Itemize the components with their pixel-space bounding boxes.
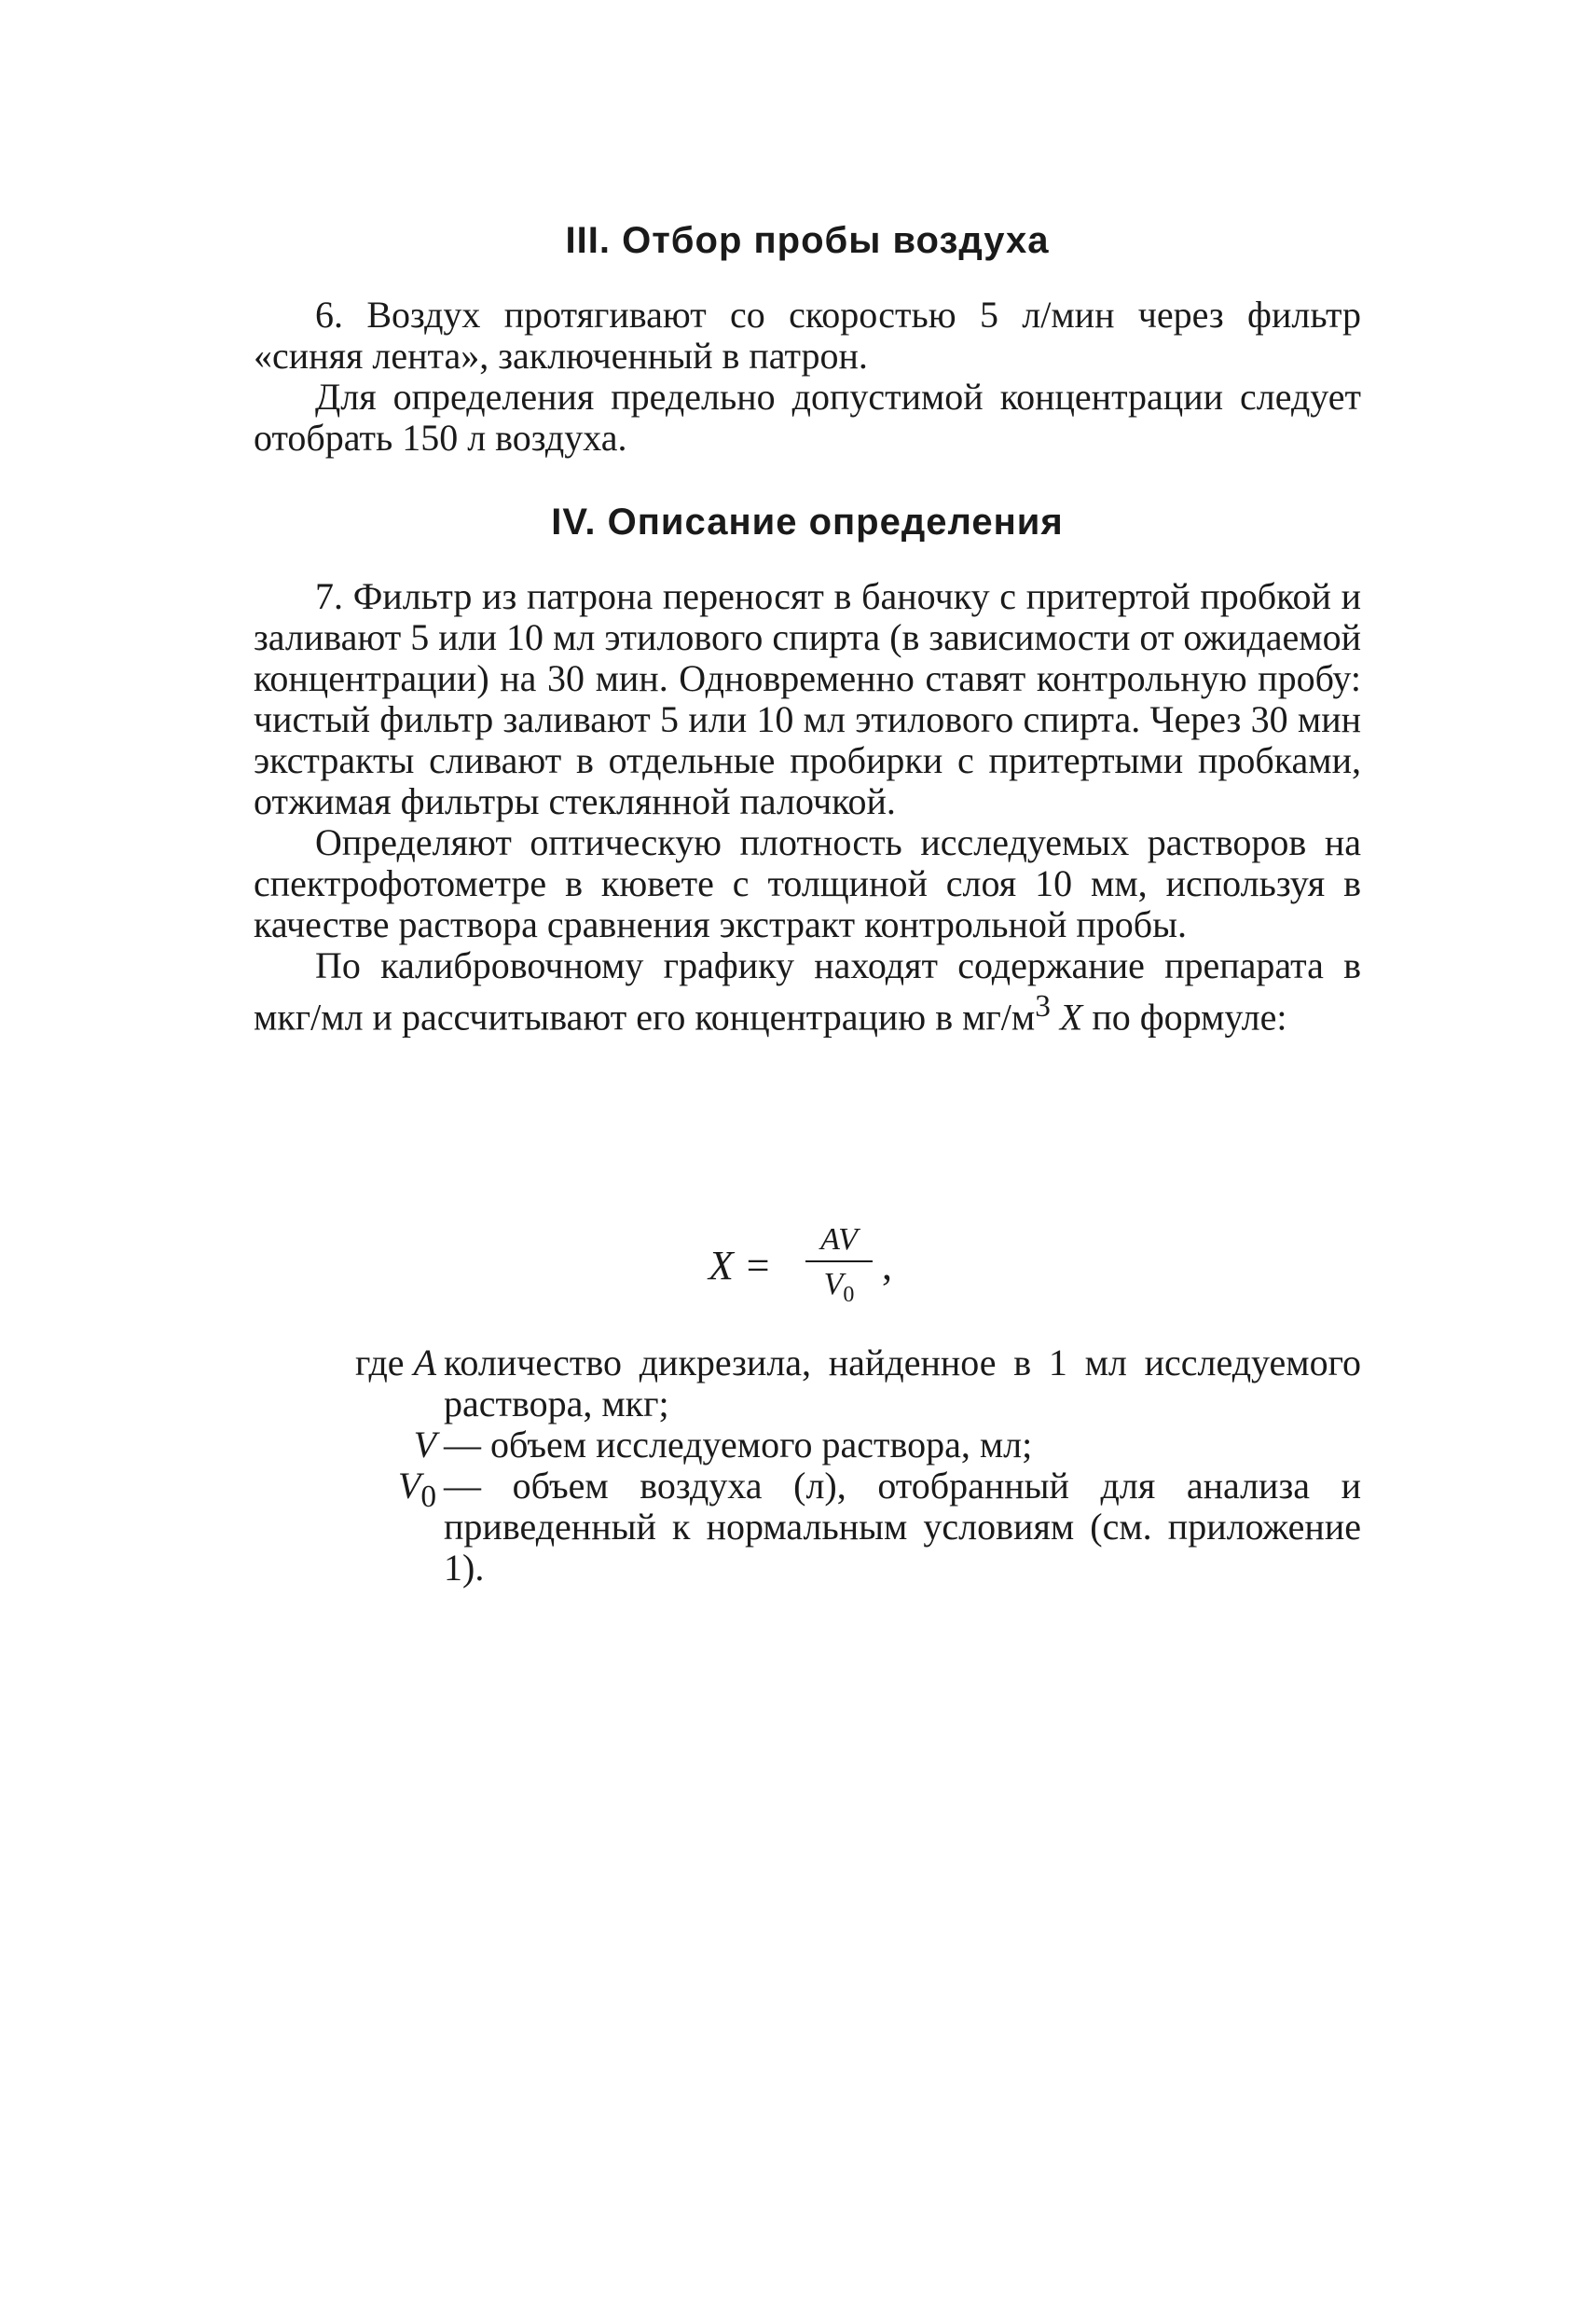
- denominator-symbol: V: [823, 1267, 844, 1301]
- variable-x: X: [1059, 996, 1083, 1039]
- variable-definitions: [254, 1342, 1361, 1589]
- symbol-v0: V: [397, 1465, 421, 1507]
- definition-symbol: [254, 1466, 444, 1589]
- definition-text: — объем воздуха (л), отобранный для анализа и приведенный к нормальным условиям (см. приложение 1).: [444, 1465, 1361, 1589]
- paragraph-pdk-volume: Для определения предельно допустимой концентрации следует отобрать 150 л воздуха.: [254, 376, 1361, 459]
- calibration-text-start: По калибровочному графику находят содержание препарата в мкг/мл и рассчитывают его концентрацию в мг/м: [254, 944, 1361, 1039]
- section-4-body: [254, 576, 1361, 1038]
- definition-text: — объем исследуемого раствора, мл;: [444, 1424, 1033, 1466]
- formula-numerator: AV: [820, 1222, 858, 1257]
- formula-trailing-comma: ,: [882, 1243, 892, 1288]
- paragraph-7: 7. Фильтр из патрона переносят в баночку с притертой пробкой и заливают 5 или 10 мл этилового спирта (в зависимости от ожидаемой концентрации) на 30 мин. Одновременно ставят контрольную пробу: чистый фильтр заливают 5 или 10 мл этилового спирта. Через 30 мин экстракты сливают в отдельные пробирки с притертыми пробками, отжимая фильтры стеклянной палочкой.: [254, 575, 1361, 822]
- definition-symbol: [254, 1342, 444, 1424]
- paragraph-optical-density: Определяют оптическую плотность исследуемых растворов на спектрофотометре в кювете с толщиной слоя 10 мм, используя в качестве раствора сравнения экстракт контрольной пробы.: [254, 821, 1361, 945]
- symbol-v0-subscript: 0: [420, 1479, 436, 1514]
- paragraph-6: 6. Воздух протягивают со скоростью 5 л/мин через фильтр «синяя лента», заключенный в патрон.: [254, 294, 1361, 377]
- calibration-text-end: по формуле:: [1092, 996, 1287, 1039]
- section-3-body: [254, 295, 1361, 459]
- section-4-heading: IV. Описание определения: [551, 502, 1064, 543]
- formula-denominator: [805, 1266, 873, 1314]
- section-3-heading: III. Отбор пробы воздуха: [565, 220, 1050, 261]
- paragraph-calibration: [254, 945, 1361, 1038]
- concentration-formula: [709, 1221, 932, 1324]
- definition-row-v: [254, 1424, 1361, 1466]
- symbol-a: A: [413, 1342, 436, 1383]
- definition-row-v0: [254, 1466, 1361, 1589]
- definition-text: количество дикрезила, найденное в 1 мл исследуемого раствора, мкг;: [444, 1342, 1361, 1424]
- fraction-bar: [805, 1260, 873, 1262]
- symbol-v: V: [413, 1424, 436, 1466]
- denominator-subscript: 0: [843, 1282, 855, 1307]
- formula-fraction: [805, 1221, 873, 1314]
- definition-symbol: [254, 1424, 444, 1466]
- definitions-lead: где: [355, 1342, 405, 1383]
- definition-row-a: [254, 1342, 1361, 1424]
- cubic-superscript: 3: [1035, 989, 1051, 1024]
- formula-lhs: X =: [709, 1243, 772, 1288]
